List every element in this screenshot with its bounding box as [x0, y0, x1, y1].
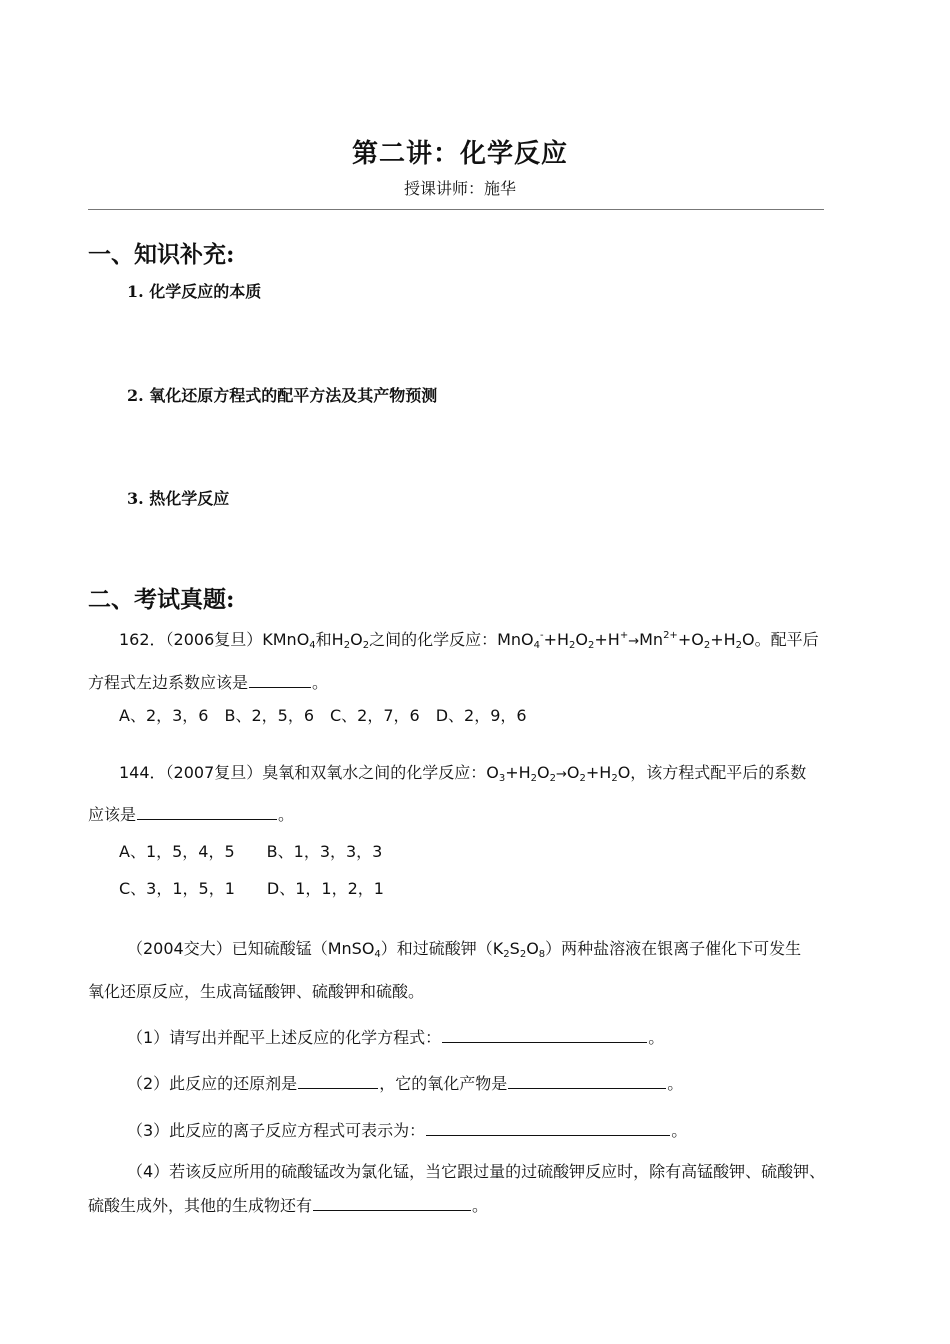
page-title: 第二讲：化学反应	[351, 139, 568, 169]
section-heading-exam: 二、考试真题:	[88, 586, 235, 613]
answer-blank[interactable]	[313, 1193, 471, 1211]
question-144-line1: 144．（2007复旦）臭氧和双氧水之间的化学反应：$O_3+H_2O_2\to O_2+H_2O$，该方程式配平后的系数	[119, 763, 807, 784]
answer-blank[interactable]	[442, 1025, 647, 1043]
question-162-line1: 162．（2006复旦）KMnO$_4$和$H_2O_2$之间的化学反应：$MnO_4^-+H_2O_2+H^+\to Mn^{2+}+O_2+H_2O$。配平后	[119, 630, 819, 651]
question-144-options-cd: C、3，1，5，1 D、1，1，2，1	[119, 879, 384, 898]
knowledge-item-1: 1. 化学反应的本质	[127, 282, 262, 301]
question-2004-line1: （2004交大）已知硫酸锰（MnSO$_4$）和过硫酸钾$(K_2S_2O_8)$两种盐溶液在银离子催化下可发生	[127, 939, 802, 960]
answer-blank[interactable]	[298, 1071, 378, 1089]
header-divider	[88, 209, 824, 210]
question-2004-line2: 氧化还原反应，生成高锰酸钾、硫酸钾和硫酸。	[88, 982, 425, 1001]
knowledge-item-2: 2. 氧化还原方程式的配平方法及其产物预测	[127, 386, 438, 405]
section-heading-knowledge: 一、知识补充:	[88, 241, 235, 268]
sub-question-1: （1）请写出并配平上述反应的化学方程式： 。	[127, 1025, 664, 1048]
reaction-arrow-icon: →	[628, 634, 640, 649]
lecturer-line: 授课讲师：施华	[403, 179, 516, 198]
sub-question-3: （3）此反应的离子反应方程式可表示为： 。	[127, 1118, 687, 1141]
knowledge-item-3: 3. 热化学反应	[127, 489, 230, 508]
sub-question-4-line2: 硫酸生成外，其他的生成物还有 。	[88, 1193, 488, 1216]
sub-question-2: （2）此反应的还原剂是 ，它的氧化产物是 。	[127, 1071, 683, 1094]
answer-blank[interactable]	[249, 670, 311, 688]
reaction-arrow-icon: →	[556, 767, 567, 782]
answer-blank[interactable]	[508, 1071, 666, 1089]
answer-blank[interactable]	[426, 1118, 670, 1136]
question-144-options-ab: A、1，5，4，5 B、1，3，3，3	[119, 842, 383, 861]
answer-blank[interactable]	[137, 802, 277, 820]
question-162-options: A、2，3，6 B、2，5，6 C、2，7，6 D、2，9，6	[119, 706, 527, 725]
question-162-line2: 方程式左边系数应该是 。	[88, 670, 328, 693]
sub-question-4-line1: （4）若该反应所用的硫酸锰改为氯化锰，当它跟过量的过硫酸钾反应时，除有高锰酸钾、硫酸钾、	[127, 1162, 826, 1181]
question-144-line2: 应该是 。	[88, 802, 294, 825]
